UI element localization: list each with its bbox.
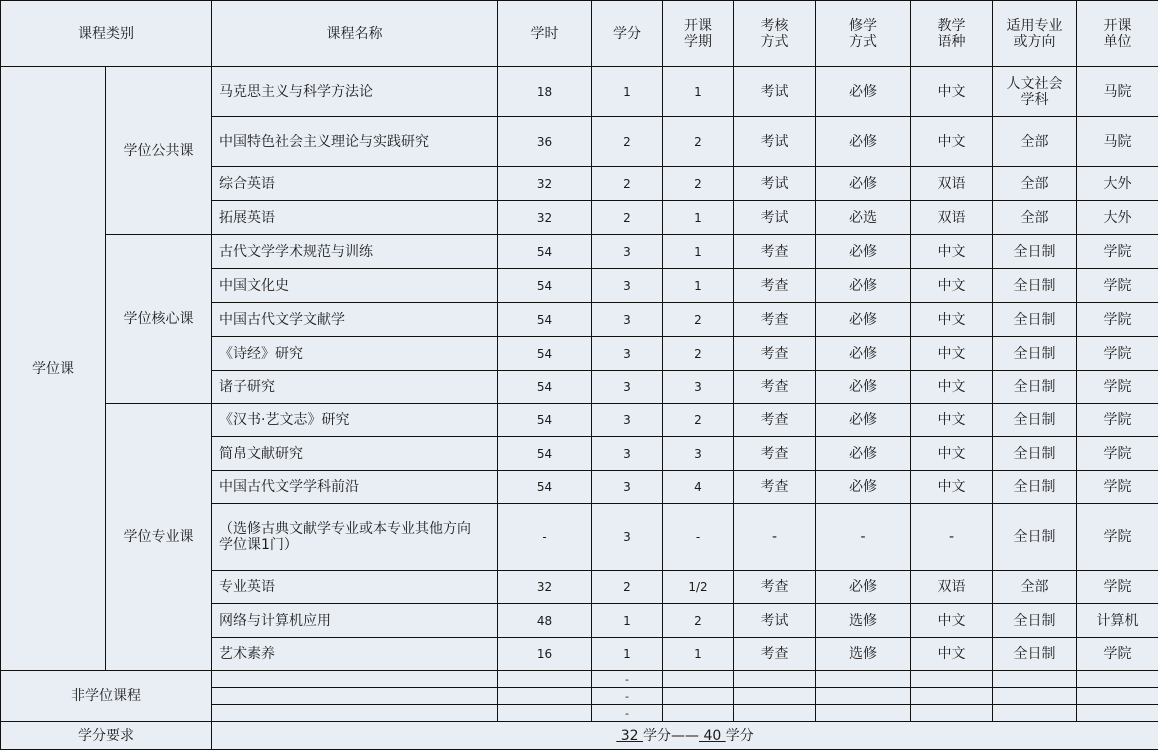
course-language: 中文 [911,638,993,671]
course-unit: 学院 [1077,371,1158,404]
non-degree-credits: - [592,688,663,705]
course-assessment: 考查 [734,471,816,504]
course-unit: 学院 [1077,638,1158,671]
course-semester: 2 [663,337,734,371]
course-assessment: 考查 [734,235,816,269]
course-credits: 3 [592,404,663,437]
course-language: 中文 [911,404,993,437]
course-study-type: 必修 [816,371,911,404]
course-name: 中国古代文学学科前沿 [212,471,498,504]
non-degree-empty-cell [816,705,911,722]
course-assessment: 考查 [734,404,816,437]
course-applicable: 全日制 [993,303,1077,337]
course-hours: 18 [498,67,592,117]
course-language: 中文 [911,303,993,337]
course-assessment: 考试 [734,117,816,167]
non-degree-empty-cell [816,688,911,705]
course-applicable: 全日制 [993,638,1077,671]
course-assessment: 考试 [734,604,816,638]
course-unit: 学院 [1077,504,1158,571]
course-language: 中文 [911,235,993,269]
credit-requirement-value [212,722,1158,750]
course-semester: 3 [663,437,734,471]
course-language: 中文 [911,117,993,167]
course-hours: 32 [498,167,592,201]
course-hours: 54 [498,371,592,404]
course-assessment: 考查 [734,638,816,671]
course-applicable: 全日制 [993,437,1077,471]
non-degree-empty-cell [911,671,993,688]
course-name: 专业英语 [212,571,498,604]
credit-requirement-row [1,722,1158,750]
course-assessment: 考查 [734,371,816,404]
course-language: 双语 [911,167,993,201]
course-assessment: 考试 [734,201,816,235]
course-semester: 1 [663,638,734,671]
header-row [1,1,1158,67]
course-study-type: - [816,504,911,571]
course-study-type: 选修 [816,604,911,638]
course-applicable: 全部 [993,571,1077,604]
course-name: 《汉书·艺文志》研究 [212,404,498,437]
non-degree-label: 非学位课程 [1,671,212,722]
course-name: 拓展英语 [212,201,498,235]
course-name: 诸子研究 [212,371,498,404]
course-name: 网络与计算机应用 [212,604,498,638]
course-study-type: 必修 [816,303,911,337]
course-applicable: 全部 [993,117,1077,167]
non-degree-empty-cell [1077,688,1158,705]
table-body [1,1,1158,750]
credit-min: 32 [616,727,643,744]
course-language: 中文 [911,437,993,471]
course-hours: 54 [498,303,592,337]
course-hours: 36 [498,117,592,167]
course-credits: 1 [592,638,663,671]
course-assessment: 考查 [734,303,816,337]
non-degree-empty-cell [911,705,993,722]
header-applicable: 适用专业 或方向 [993,1,1077,67]
course-credits: 3 [592,471,663,504]
course-semester: 2 [663,117,734,167]
course-applicable: 全日制 [993,604,1077,638]
non-degree-empty-cell [993,688,1077,705]
credit-max: 40 [699,727,726,744]
non-degree-empty-cell [1077,671,1158,688]
course-credits: 1 [592,604,663,638]
course-hours: 54 [498,404,592,437]
course-credits: 3 [592,303,663,337]
non-degree-hours [498,705,592,722]
course-language: 中文 [911,67,993,117]
credit-unit: 学分 [725,727,754,744]
course-study-type: 必修 [816,67,911,117]
non-degree-empty-cell [663,671,734,688]
course-study-type: 必修 [816,117,911,167]
course-applicable: 全日制 [993,471,1077,504]
course-name: 简帛文献研究 [212,437,498,471]
course-semester: 2 [663,404,734,437]
course-hours: 54 [498,269,592,303]
course-study-type: 必选 [816,201,911,235]
course-applicable: 全日制 [993,337,1077,371]
non-degree-course-name [212,688,498,705]
course-hours: 32 [498,571,592,604]
course-language: - [911,504,993,571]
course-name: 《诗经》研究 [212,337,498,371]
non-degree-empty-cell [663,688,734,705]
course-study-type: 必修 [816,235,911,269]
course-semester: - [663,504,734,571]
course-semester: 1 [663,67,734,117]
header-course-name: 课程名称 [212,1,498,67]
non-degree-hours [498,671,592,688]
header-semester: 开课 学期 [663,1,734,67]
course-study-type: 必修 [816,404,911,437]
header-hours: 学时 [498,1,592,67]
course-language: 中文 [911,269,993,303]
course-hours: - [498,504,592,571]
course-semester: 1 [663,201,734,235]
course-credits: 3 [592,371,663,404]
credit-range-separator: 学分—— [643,727,699,744]
course-applicable: 全日制 [993,235,1077,269]
course-unit: 计算机 [1077,604,1158,638]
credit-requirement-label: 学分要求 [1,722,212,750]
course-applicable: 人文社会 学科 [993,67,1077,117]
non-degree-empty-cell [816,671,911,688]
course-language: 中文 [911,371,993,404]
course-unit: 学院 [1077,235,1158,269]
course-unit: 学院 [1077,269,1158,303]
non-degree-credits: - [592,705,663,722]
course-credits: 3 [592,437,663,471]
course-semester: 2 [663,303,734,337]
group-label: 学位核心课 [106,235,212,404]
course-hours: 16 [498,638,592,671]
course-study-type: 必修 [816,269,911,303]
course-semester: 4 [663,471,734,504]
non-degree-empty-cell [734,705,816,722]
course-language: 双语 [911,571,993,604]
course-credits: 2 [592,117,663,167]
non-degree-row [1,671,1158,688]
table-row [1,404,1158,437]
course-credits: 2 [592,167,663,201]
course-unit: 大外 [1077,167,1158,201]
course-name: 艺术素养 [212,638,498,671]
course-unit: 学院 [1077,404,1158,437]
header-study-type: 修学 方式 [816,1,911,67]
course-language: 中文 [911,337,993,371]
course-unit: 大外 [1077,201,1158,235]
header-language: 教学 语种 [911,1,993,67]
course-credits: 2 [592,571,663,604]
course-credits: 2 [592,201,663,235]
course-semester: 1 [663,269,734,303]
course-assessment: 考试 [734,67,816,117]
course-assessment: 考试 [734,167,816,201]
header-credits: 学分 [592,1,663,67]
header-category: 课程类别 [1,1,212,67]
header-unit: 开课 单位 [1077,1,1158,67]
course-hours: 48 [498,604,592,638]
non-degree-course-name [212,671,498,688]
non-degree-hours [498,688,592,705]
course-assessment: 考查 [734,437,816,471]
course-semester: 3 [663,371,734,404]
course-applicable: 全日制 [993,269,1077,303]
course-credits: 3 [592,337,663,371]
course-study-type: 必修 [816,167,911,201]
course-unit: 学院 [1077,471,1158,504]
course-semester: 1/2 [663,571,734,604]
non-degree-empty-cell [911,688,993,705]
course-assessment: 考查 [734,571,816,604]
course-credits: 3 [592,269,663,303]
course-unit: 学院 [1077,303,1158,337]
course-applicable: 全部 [993,201,1077,235]
table-row [1,235,1158,269]
course-unit: 学院 [1077,571,1158,604]
course-name: 中国文化史 [212,269,498,303]
course-name: 古代文学学术规范与训练 [212,235,498,269]
course-hours: 54 [498,337,592,371]
course-assessment: 考查 [734,269,816,303]
course-name: 综合英语 [212,167,498,201]
non-degree-empty-cell [734,671,816,688]
course-unit: 马院 [1077,117,1158,167]
course-unit: 学院 [1077,337,1158,371]
course-semester: 2 [663,604,734,638]
degree-course-label: 学位课 [1,67,106,671]
non-degree-empty-cell [993,671,1077,688]
non-degree-empty-cell [734,688,816,705]
course-applicable: 全日制 [993,504,1077,571]
course-credits: 3 [592,235,663,269]
course-study-type: 必修 [816,571,911,604]
course-semester: 1 [663,235,734,269]
course-unit: 学院 [1077,437,1158,471]
group-label: 学位公共课 [106,67,212,235]
non-degree-credits: - [592,671,663,688]
course-hours: 54 [498,235,592,269]
course-language: 中文 [911,604,993,638]
course-hours: 54 [498,437,592,471]
course-applicable: 全日制 [993,404,1077,437]
course-study-type: 必修 [816,437,911,471]
course-name: （选修古典文献学专业或本专业其他方向 学位课1门） [212,504,498,571]
course-credits: 3 [592,504,663,571]
course-credits: 1 [592,67,663,117]
table-row [1,67,1158,117]
group-label: 学位专业课 [106,404,212,671]
course-language: 双语 [911,201,993,235]
course-language: 中文 [911,471,993,504]
non-degree-empty-cell [1077,705,1158,722]
course-study-type: 必修 [816,471,911,504]
course-study-type: 选修 [816,638,911,671]
course-assessment: - [734,504,816,571]
course-unit: 马院 [1077,67,1158,117]
non-degree-empty-cell [993,705,1077,722]
course-name: 中国古代文学文献学 [212,303,498,337]
course-semester: 2 [663,167,734,201]
non-degree-empty-cell [663,705,734,722]
course-hours: 32 [498,201,592,235]
non-degree-course-name [212,705,498,722]
course-applicable: 全日制 [993,371,1077,404]
course-name: 马克思主义与科学方法论 [212,67,498,117]
course-assessment: 考查 [734,337,816,371]
course-study-type: 必修 [816,337,911,371]
course-hours: 54 [498,471,592,504]
header-assessment: 考核 方式 [734,1,816,67]
course-applicable: 全部 [993,167,1077,201]
course-name: 中国特色社会主义理论与实践研究 [212,117,498,167]
